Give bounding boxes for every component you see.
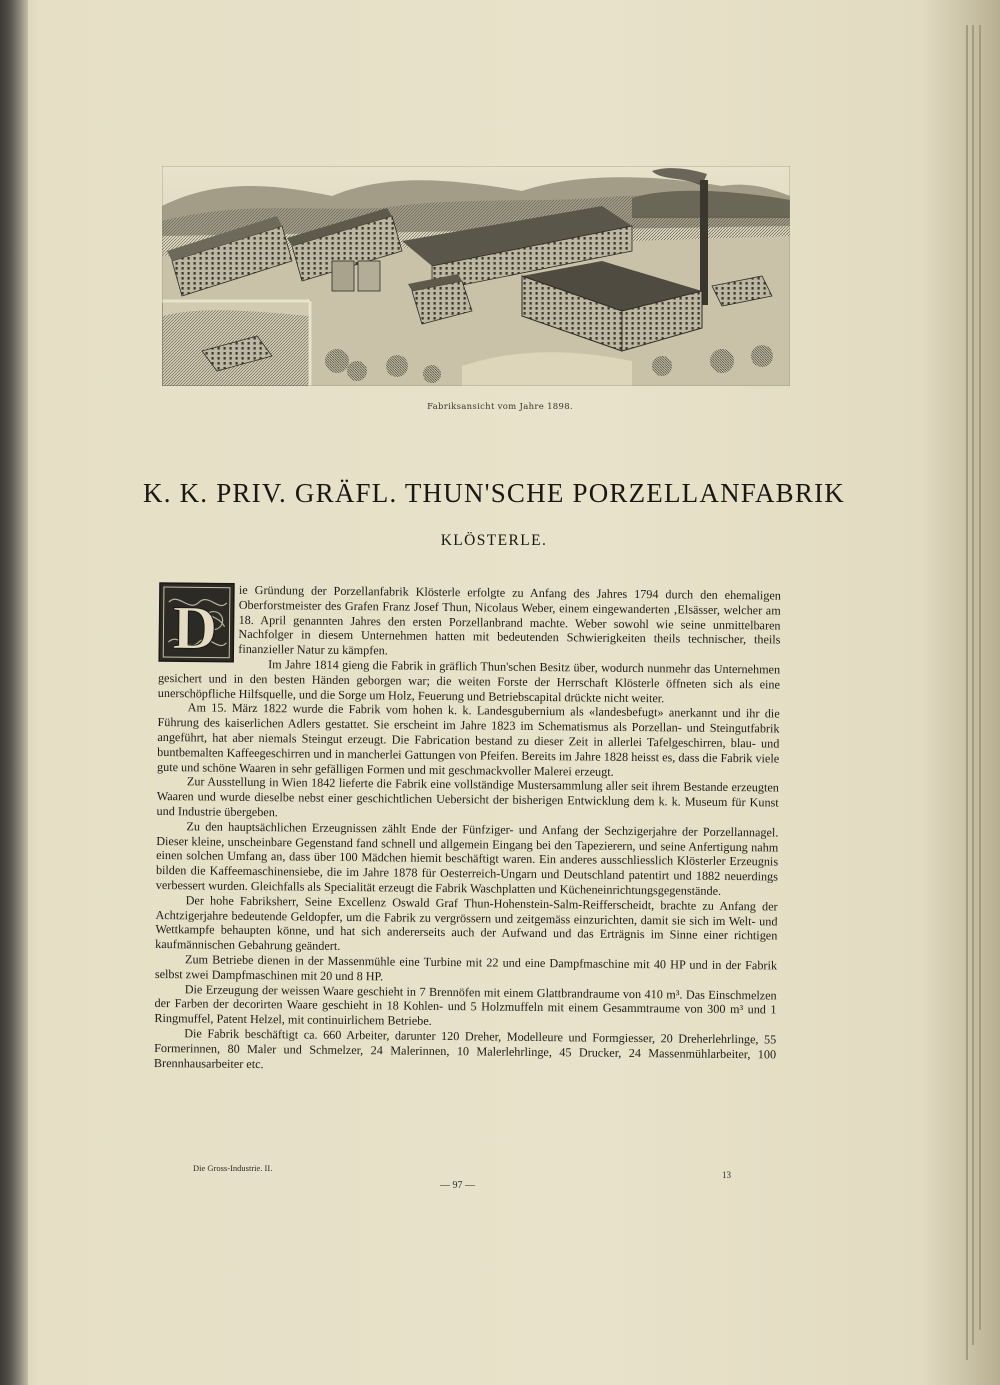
paragraph: Zum Betriebe dienen in der Massenmühle eine Turbine mit 22 und eine Dampfmaschine mit 40 HP und in der Fabrik selbst zwei Dampfmaschinen mit 20 und 8 HP.: [154, 952, 778, 984]
page-edge: [966, 25, 968, 1360]
page-subtitle: KLÖSTERLE.: [440, 532, 548, 549]
initial-letter: D: [172, 594, 218, 663]
paragraph: Die Erzeugung der weissen Waare geschieht in 7 Brennöfen mit einem Glattbrandraume von 410 m³. Das Einschmelzen der Farben der decorirten Waare geschieht in 18 Kohlen- und 5 Holzmuffeln mit einem Gesammtraume von 300 m³ und 1 Ringmuffel, Patent Helzel, mit continuirlichem Betriebe.: [154, 981, 777, 1028]
factory-view-illustration: [162, 166, 790, 386]
book-spine: [0, 0, 28, 1385]
page-edge: [979, 25, 981, 1330]
paragraph: Der hohe Fabriksherr, Seine Excellenz Oswald Graf Thun-Hohenstein-Salm-Reifferscheidt, brachte zu Anfang der Achtzigerjahre bedeutende Geldopfer, um die Fabrik zu vergrössern und zeitgemäss einzurichten, damit sie sich im Welt- und Wettkampfe behaupten könne, und hat sich andererseits auch der Aufwand und das Erträgnis im Sinne einer richtigen kaufmännischen Gebahrung geändert.: [155, 893, 778, 954]
decorated-initial: [158, 582, 239, 665]
page-title: K. K. PRIV. GRÄFL. THUN'SCHE PORZELLANFABRIK: [143, 478, 845, 508]
paragraph: Zu den hauptsächlichen Erzeugnissen zählt Ende der Fünfziger- und Anfang der Sechzigerjahre der Porzellannagel. Dieser kleine, unscheinbare Gegenstand fand schnell und allgemein Eingang bei den Tapezierern, und seine Anfertigung nahm einen solchen Umfang an, dass über 100 Mädchen hiemit beschäftigt waren. Ein anderes ausschliesslich Klösterler Erzeugnis bilden die Kaffeemaschinensiebe, die im Jahre 1878 für Oesterreich-Ungarn und Deutschland patentirt und 1882 neuerdings verbessert wurden. Gleichfalls als Specialität erzeugt die Fabrik Waschplatten und Kücheneinrichtungsgegenstände.: [155, 819, 779, 898]
signature-mark: 13: [722, 1170, 731, 1180]
series-footer: Die Gross-Industrie. II.: [193, 1163, 273, 1173]
paragraph: ie Gründung der Porzellanfabrik Klösterle erfolgte zu Anfang des Jahres 1794 durch den ehemaligen Oberforstmeister des Grafen Franz Josef Thun, Nicolaus Weber, einem eingewanderten ‚Elsässer, welcher am 18. April genannten Jahres den ersten Porzellanbrand machte. Weber sowohl wie seine unmittelbaren Nachfolger in diesem Unternehmen hatten mit bedeutenden Schwierigkeiten theils technischer, theils finanzieller Natur zu kämpfen.: [238, 582, 781, 658]
paragraph: Die Fabrik beschäftigt ca. 660 Arbeiter, darunter 120 Dreher, Modelleure und Formgiesser, 20 Dreherlehrlinge, 55 Formerinnen, 80 Maler und Schmelzer, 24 Malerinnen, 10 Malerlehrlinge, 45 Drucker, 24 Massenmühlarbeiter, 100 Brennhausarbeiter etc.: [153, 1026, 777, 1071]
paragraph: Zur Ausstellung in Wien 1842 lieferte die Fabrik eine vollständige Mustersammlung aller seit ihrem Bestande erzeugten Waaren und wurde dieselbe nebst einer geschichtlichen Uebersicht der bisherigen Entwicklung dem k. k. Museum für Kunst und Industrie übergeben.: [156, 774, 779, 820]
body-text: [154, 582, 781, 1077]
paragraph: Am 15. März 1822 wurde die Fabrik vom hohen k. k. Landesgubernium als «landesbefugt» anerkannt und ihr die Führung des kaiserlichen Adlers gestattet. Sie erscheint im Jahre 1823 im Schematismus als Porzellan- und Steingutfabrik angeführt, hat aber niemals Steingut erzeugt. Die Fabrication bestand zu dieser Zeit in allerlei Tafelgeschirren, blau- und buntbemalten Kaffeegeschirren und in mancherlei Gattungen von Pfeifen. Bereits im Jahre 1828 heisst es, dass die Fabrik viele gute und schöne Waaren in sehr gefälligen Formen und mit geschmackvoller Malerei erzeugt.: [156, 700, 780, 779]
illustration-caption: Fabriksansicht vom Jahre 1898.: [427, 402, 573, 412]
page-number: — 97 —: [440, 1180, 475, 1191]
page-edge: [972, 25, 974, 1345]
paragraph: Im Jahre 1814 gieng die Fabrik in gräflich Thun'schen Besitz über, wodurch nunmehr das Unternehmen gesichert und in den besten Händen geborgen war; die weiten Forste der Herrschaft Klösterle öffneten sich als eine unerschöpfliche Hilfsquelle, und die Sorge um Holz, Feuerung und Betriebscapital drückte nicht weiter.: [157, 657, 781, 705]
